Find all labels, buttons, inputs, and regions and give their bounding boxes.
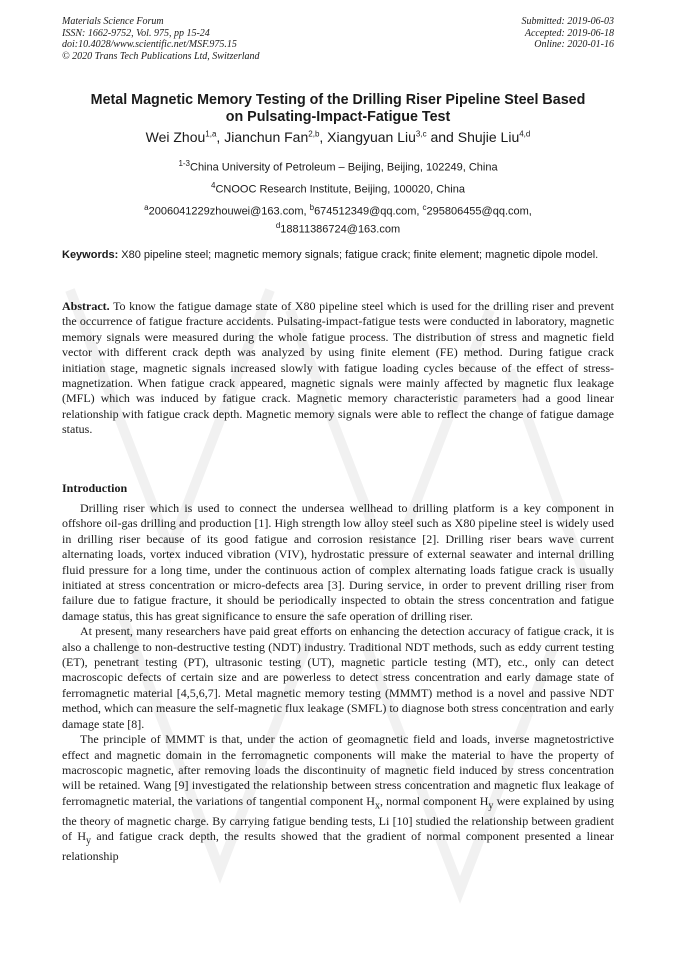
author-list bbox=[62, 129, 614, 145]
copyright-line: © 2020 Trans Tech Publications Ltd, Switzerland bbox=[62, 50, 260, 62]
journal-name: Materials Science Forum bbox=[62, 16, 164, 27]
affiliation-sup: 4 bbox=[211, 181, 216, 190]
title-line-2: on Pulsating-Impact-Fatigue Test bbox=[225, 109, 451, 125]
doi-line[interactable]: doi:10.4028/www.scientific.net/MSF.975.15 bbox=[62, 39, 237, 50]
email-sup: a bbox=[144, 203, 149, 212]
subscript: y bbox=[86, 835, 92, 847]
abstract-text: To know the fatigue damage state of X80 pipeline steel which is used for the drilling riser and prevent the occurrence of fatigue fracture accidents. Pulsating-impact-fatigue tests were conducted in laboratory, magnetic memory signals were measured during the whole fatigue process. The distribution of stress and magnetic field vector with different crack depth was analyzed by using finite element (FE) method. During fatigue crack initiation stage, magnetic signals increased slowly with fatigue loading cycles because of the effect of stress-magnetization. When fatigue crack appeared, magnetic signals were mainly affected by magnetic flux leakage (MFL) which was induced by fatigue crack. Magnetic memory characteristic parameters had a good linear relationship with fatigue crack depth. Magnetic memory signals were able to reflect the change of fatigue damage status. bbox=[62, 299, 614, 437]
affiliation-2 bbox=[62, 179, 614, 197]
paragraph bbox=[62, 732, 614, 864]
section-heading-introduction: Introduction bbox=[62, 481, 128, 495]
email-address[interactable]: 2006041229zhouwei@163.com, bbox=[148, 205, 310, 218]
abstract bbox=[62, 299, 614, 438]
author-separator: , bbox=[319, 129, 328, 145]
keywords-text: X80 pipeline steel; magnetic memory signals; fatigue crack; finite element; magnetic dipole model. bbox=[118, 249, 599, 261]
submitted-date: Submitted: 2019-06-03 bbox=[521, 16, 614, 27]
email-list bbox=[62, 201, 614, 236]
email-address[interactable]: 674512349@qq.com, bbox=[314, 205, 423, 218]
author-separator: , bbox=[216, 129, 225, 145]
abstract-label: Abstract. bbox=[62, 299, 110, 313]
subscript: y bbox=[488, 800, 494, 812]
affiliation-1 bbox=[62, 157, 614, 175]
publication-dates bbox=[522, 16, 615, 51]
paper-title bbox=[62, 92, 614, 126]
paragraph-text: , normal component H bbox=[379, 793, 489, 808]
affiliation-sup: 1-3 bbox=[178, 159, 190, 168]
paragraph-text: were explained by using the theory of magnetic charge. By carrying fatigue bending tests, Li [10] studied the relationship between gradient of H bbox=[62, 793, 615, 843]
author-sup: 2,b bbox=[308, 129, 320, 139]
author: Shujie Liu bbox=[457, 129, 520, 145]
paragraph: At present, many researchers have paid great efforts on enhancing the detection accuracy of fatigue crack, it is also a challenge to non-destructive testing (NDT) industry. Traditional NDT methods, such as eddy current testing (ET), penetrant testing (PT), ultrasonic testing (UT), magnetic particle testing (MT), etc., only can detect macroscopic defects of certain size and are powerless to detect stress concentration and early damage state of ferromagnetic material [4,5,6,7]. Metal magnetic memory testing (MMMT) method is a novel and passive NDT method, which can measure the self-magnetic flux leakage (SMFL) to diagnose both stress concentration and early damage state [8]. bbox=[62, 624, 614, 731]
email-sup: c bbox=[422, 203, 427, 212]
online-date: Online: 2020-01-16 bbox=[534, 39, 614, 50]
introduction-body bbox=[62, 501, 614, 864]
journal-info bbox=[62, 16, 260, 62]
subscript: x bbox=[374, 800, 380, 812]
author-sup: 3,c bbox=[415, 129, 427, 139]
author: Jianchun Fan bbox=[224, 129, 309, 145]
paragraph-text: The principle of MMMT is that, under the action of geomagnetic field and loads, inverse magnetostrictive effect and magnetic domain in the ferromagnetic components will make the material to have the property of macroscopic magnetic, after removing loads the discontinuity of magnetic field induced by stress concentration will be retained. Wang [9] investigated the relationship between stress concentration and magnetic flux leakage of ferromagnetic material, the variations of tangential component H bbox=[62, 732, 614, 808]
author-separator: and bbox=[426, 129, 458, 145]
author: Wei Zhou bbox=[145, 129, 206, 145]
email-address[interactable]: 18811386724@163.com bbox=[280, 223, 401, 236]
issn-line: ISSN: 1662-9752, Vol. 975, pp 15-24 bbox=[62, 27, 210, 39]
paragraph-text: and fatigue crack depth, the results showed that the gradient of normal component presented a linear relationship bbox=[62, 828, 614, 863]
author: Xiangyuan Liu bbox=[327, 129, 416, 145]
title-line-1: Metal Magnetic Memory Testing of the Drilling Riser Pipeline Steel Based bbox=[90, 92, 586, 108]
affiliation-text: China University of Petroleum – Beijing, Beijing, 102249, China bbox=[190, 161, 498, 174]
email-sup: d bbox=[275, 220, 281, 230]
affiliation-text: CNOOC Research Institute, Beijing, 100020, China bbox=[215, 183, 465, 196]
email-address[interactable]: 295806455@qq.com, bbox=[426, 205, 532, 218]
accepted-date: Accepted: 2019-06-18 bbox=[524, 27, 614, 39]
paragraph: Drilling riser which is used to connect the undersea wellhead to drilling platform is a key component in offshore oil-gas drilling and production [1]. High strength low alloy steel such as X80 pipeline steel is widely used in drilling riser because of its good fatigue and corrosion resistance [2]. Drilling riser bears wave current alternating loads, vortex induced vibration (VIV), hydrostatic pressure of external seawater and internal drilling fluid pressure for a long time, under the continuous action of complex alternating loads fatigue crack is usually initiated at stress concentration or micro-defects area [3]. During service, in order to prevent drilling riser from failure due to fatigue fracture, it should be periodically inspected to obtain the stress concentration and fatigue damage status, this has great significance to ensure the safe operation of drilling riser. bbox=[62, 501, 614, 623]
keywords bbox=[62, 249, 614, 263]
author-sup: 4,d bbox=[519, 129, 531, 139]
keywords-label: Keywords: bbox=[62, 249, 119, 261]
email-sup: b bbox=[309, 203, 315, 212]
author-sup: 1,a bbox=[205, 129, 217, 139]
